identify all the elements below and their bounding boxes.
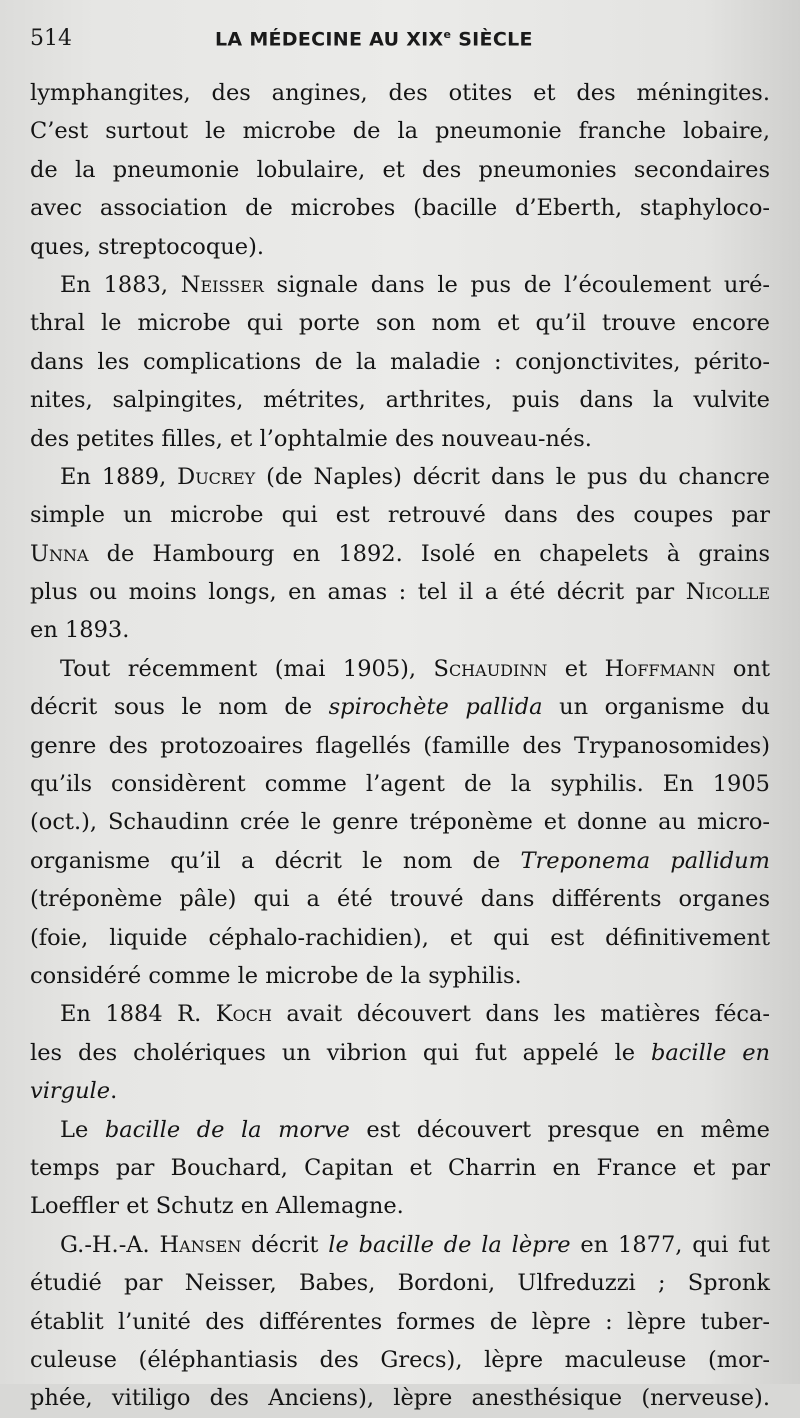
running-head-sup: e	[443, 28, 452, 41]
text-line: avec association de microbes (bacille d’Eberth, staphyloco-	[30, 195, 770, 222]
text-line: En 1889, Ducrey (de Naples) décrit dans le pus du chancre	[60, 463, 770, 490]
author-name: Ducrey	[177, 463, 256, 490]
text-line: En 1883, Neisser signale dans le pus de l’écoulement uré-	[60, 271, 770, 298]
text-line: genre des protozoaires flagellés (famille des Trypanosomides)	[30, 732, 770, 759]
species-name: bacille de la morve	[104, 1116, 350, 1143]
text-line: Le bacille de la morve est découvert presque en même	[60, 1116, 770, 1143]
text-line: temps par Bouchard, Capitan et Charrin en France et par	[30, 1154, 770, 1181]
text-line: thral le microbe qui porte son nom et qu’il trouve encore	[30, 310, 770, 337]
running-head-end: SIÈCLE	[451, 28, 533, 51]
species-name: le bacille de la lèpre	[328, 1231, 571, 1258]
text-line: En 1884 R. Koch avait découvert dans les matières féca-	[60, 1001, 771, 1028]
text-line: C’est surtout le microbe de la pneumonie franche lobaire,	[30, 118, 770, 145]
author-name: Schaudinn	[433, 655, 548, 682]
text-line: Unna de Hambourg en 1892. Isolé en chapelets à grains	[30, 540, 770, 567]
text-line: étudié par Neisser, Babes, Bordoni, Ulfreduzzi ; Spronk	[30, 1270, 770, 1297]
text-line: les des cholériques un vibrion qui fut appelé le bacille en	[30, 1039, 771, 1066]
author-name: Unna	[30, 540, 89, 567]
text-line: en 1893.	[30, 617, 130, 644]
text-line: considéré comme le microbe de la syphilis.	[30, 962, 522, 989]
text-line: établit l’unité des différentes formes de lèpre : lèpre tuber-	[30, 1308, 770, 1335]
page-number: 514	[30, 26, 72, 51]
species-name: bacille en	[650, 1039, 771, 1066]
text-line: Loeffler et Schutz en Allemagne.	[30, 1193, 404, 1220]
text-line: ques, streptocoque).	[30, 233, 264, 260]
author-name: Neisser	[180, 271, 264, 298]
text-line: de la pneumonie lobulaire, et des pneumonies secondaires	[30, 156, 770, 183]
running-head	[215, 28, 533, 50]
author-name: Hoffmann	[604, 655, 716, 682]
text-line: virgule.	[30, 1078, 118, 1105]
species-name: virgule	[30, 1078, 111, 1105]
author-name: Hansen	[159, 1231, 242, 1258]
species-name: Treponema pallidum	[520, 847, 770, 874]
text-line: simple un microbe qui est retrouvé dans des coupes par	[30, 502, 770, 529]
text-line: (oct.), Schaudinn crée le genre tréponème et donne au micro-	[30, 809, 770, 836]
text-line: décrit sous le nom de spirochète pallida un organisme du	[30, 694, 770, 721]
text-line: Tout récemment (mai 1905), Schaudinn et Hoffmann ont	[60, 655, 770, 682]
text-line: G.-H.-A. Hansen décrit le bacille de la lèpre en 1877, qui fut	[60, 1231, 770, 1258]
body-text	[30, 74, 770, 1418]
text-line: dans les complications de la maladie : conjonctivites, périto-	[30, 348, 770, 375]
text-line: phée, vitiligo des Anciens), lèpre anesthésique (nerveuse).	[30, 1385, 770, 1412]
text-line: lymphangites, des angines, des otites et des méningites.	[30, 80, 770, 106]
text-line: plus ou moins longs, en amas : tel il a été décrit par Nicolle	[30, 579, 770, 606]
text-line: qu’ils considèrent comme l’agent de la syphilis. En 1905	[30, 771, 770, 798]
page-header	[30, 22, 760, 58]
author-name: Nicolle	[685, 579, 770, 606]
text-line: nites, salpingites, métrites, arthrites, puis dans la vulvite	[30, 387, 770, 414]
text-line: (foie, liquide céphalo-rachidien), et qui est définitivement	[30, 924, 770, 951]
author-name: Koch	[215, 1001, 272, 1028]
text-line: culeuse (éléphantiasis des Grecs), lèpre maculeuse (mor-	[30, 1346, 770, 1373]
text-line: des petites filles, et l’ophtalmie des nouveau-nés.	[30, 425, 592, 452]
species-name: spirochète pallida	[328, 694, 543, 721]
text-line: (tréponème pâle) qui a été trouvé dans différents organes	[30, 886, 770, 913]
text-line: organisme qu’il a décrit le nom de Treponema pallidum	[30, 847, 770, 874]
running-head-main: LA MÉDECINE AU XIX	[215, 28, 444, 51]
